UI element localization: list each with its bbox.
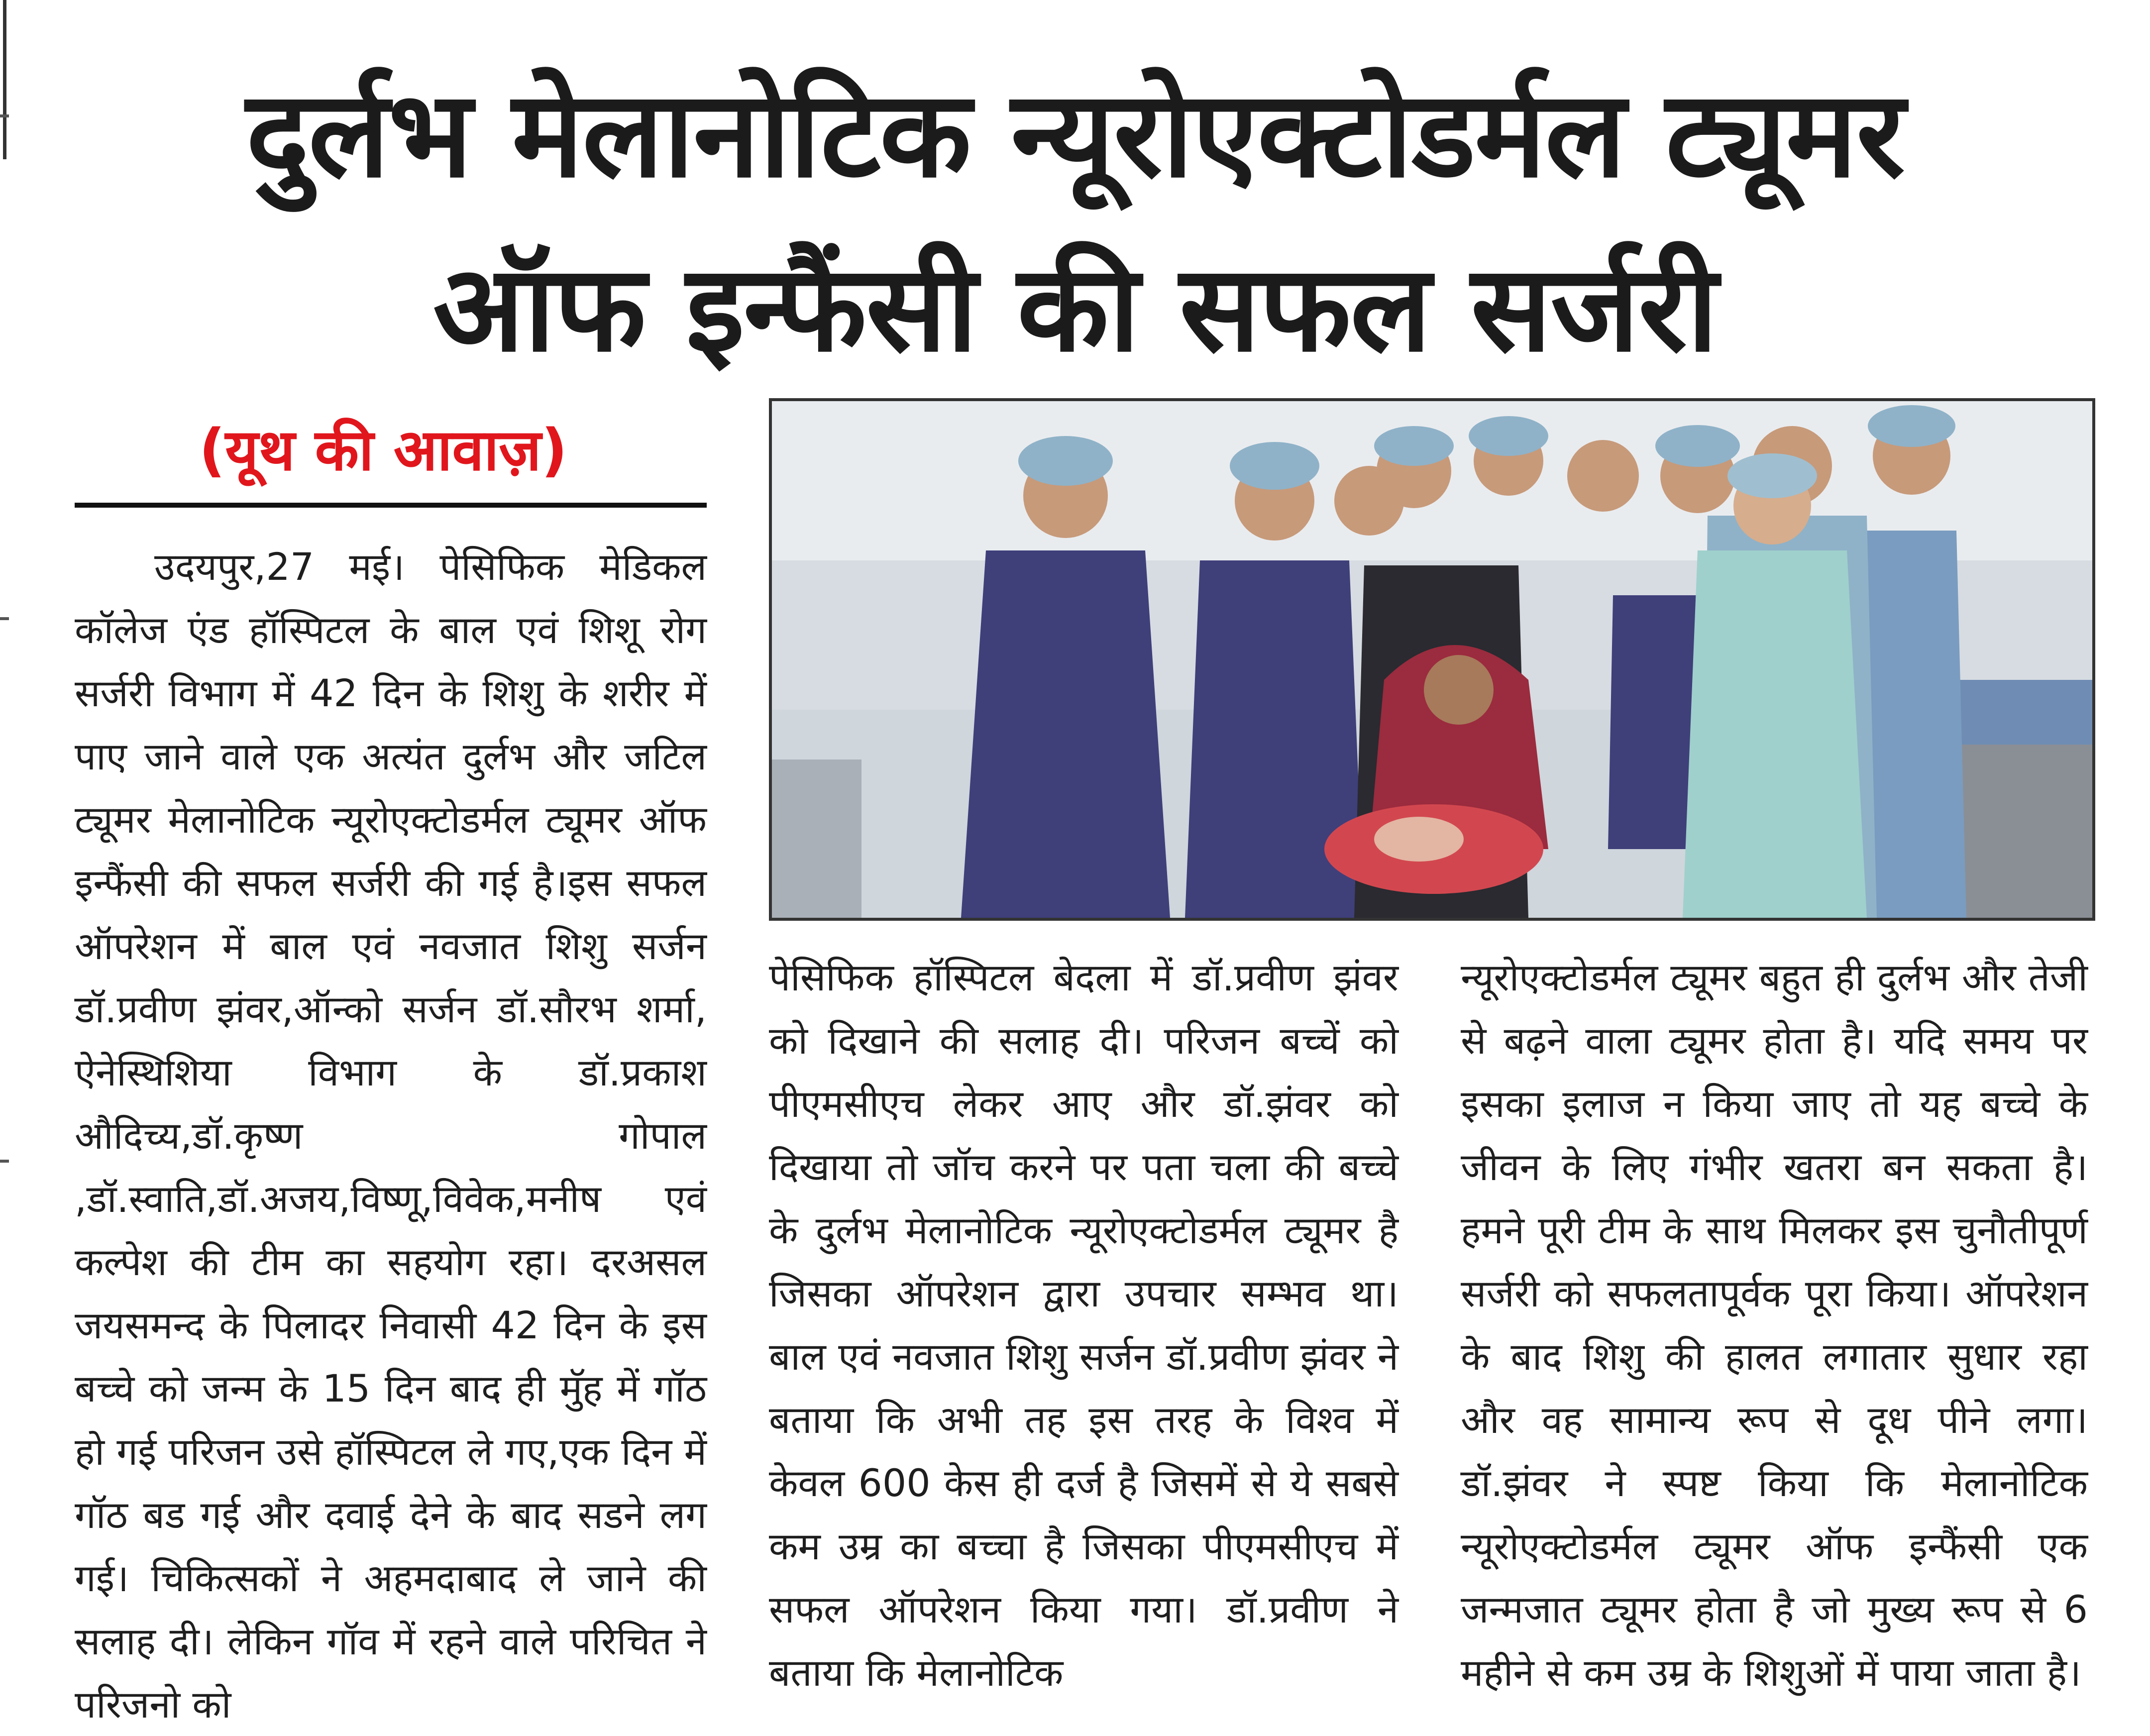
article-column-3 [1461, 946, 2088, 1704]
group-photo-icon [772, 401, 2092, 918]
byline-divider [75, 503, 707, 508]
byline: (यूथ की आवाज़) [199, 417, 568, 484]
headline-line-1: दुर्लभ मेलानोटिक न्यूरोएक्टोडर्मल ट्यूमर [246, 65, 1904, 204]
column-2-text: पेसिफिक हॉस्पिटल बेदला में डॉ.प्रवीण झंवर को दिखाने की सलाह दी। परिजन बच्चें को पीएमसीएच लेकर आए और डॉ.झंवर को दिखाया तो जॉच करने पर पता चला की बच्चे के दुर्लभ मेलानोटिक न्यूरोएक्टोडर्मल ट्यूमर है जिसका ऑपरेशन द्वारा उपचार सम्भव था। बाल एवं नवजात शिशु सर्जन डॉ.प्रवीण झंवर ने बताया कि अभी तह इस तरह के विश्व में केवल 600 केस ही दर्ज है जिसमें से ये सबसे कम उम्र का बच्चा है जिसका पीएमसीएच में सफल ऑपरेशन किया गया। डॉ.प्रवीण ने बताया कि मेलानोटिक [769, 955, 1398, 1695]
column-1-text: उदयपुर,27 मई। पेसिफिक मेडिकल कॉलेज एंड हॉस्पिटल के बाल एवं शिशू रोग सर्जरी विभाग में 42 दिन के शिशु के शरीर में पाए जाने वाले एक अत्यंत दुर्लभ और जटिल ट्यूमर मेलानोटिक न्यूरोएक्टोडर्मल ट्यूमर ऑफ इन्फैंसी की सफल सर्जरी की गई है।इस सफल ऑपरेशन में बाल एवं नवजात शिशु सर्जन डॉ.प्रवीण झंवर,ऑन्को सर्जन डॉ.सौरभ शर्मा, ऐनेस्थिशिया विभाग के डॉ.प्रकाश औदिच्य,डॉ.कृष्ण गोपाल ,डॉ.स्वाति,डॉ.अजय,विष्णू,विवेक,मनीष एवं कल्पेश की टीम का सहयोग रहा। दरअसल जयसमन्द के पिलादर निवासी 42 दिन के इस बच्चे को जन्म के 15 दिन बाद ही मुॅह में गॉठ हो गई परिजन उसे हॉस्पिटल ले गए,एक दिन में गॉठ बड गई और दवाई देने के बाद सडने लग गई। चिकित्सकों ने अहमदाबाद ले जाने की सलाह दी। लेकिन गॉव में रहने वाले परिचित ने परिजनो को [75, 544, 707, 1727]
column-3-text: न्यूरोएक्टोडर्मल ट्यूमर बहुत ही दुर्लभ और तेजी से बढ़ने वाला ट्यूमर होता है। यदि समय पर इसका इलाज न किया जाए तो यह बच्चे के जीवन के लिए गंभीर खतरा बन सकता है। हमने पूरी टीम के साथ मिलकर इस चुनौतीपूर्ण सर्जरी को सफलतापूर्वक पूरा किया। ऑपरेशन के बाद शिशु की हालत लगातार सुधार रहा और वह सामान्य रूप से दूध पीने लगा। डॉ.झंवर ने स्पष्ट किया कि मेलानोटिक न्यूरोएक्टोडर्मल ट्यूमर ऑफ इन्फैंसी एक जन्मजात ट्यूमर होता है जो मुख्य रूप से 6 महीने से कम उम्र के शिशुओं में पाया जाता है। [1461, 955, 2088, 1695]
page-edge [0, 0, 9, 1712]
article-column-1 [75, 535, 707, 1736]
group-photo [769, 398, 2095, 921]
article-column-2 [769, 946, 1398, 1704]
headline-line-2: ऑफ इन्फैंसी की सफल सर्जरी [433, 239, 1717, 378]
